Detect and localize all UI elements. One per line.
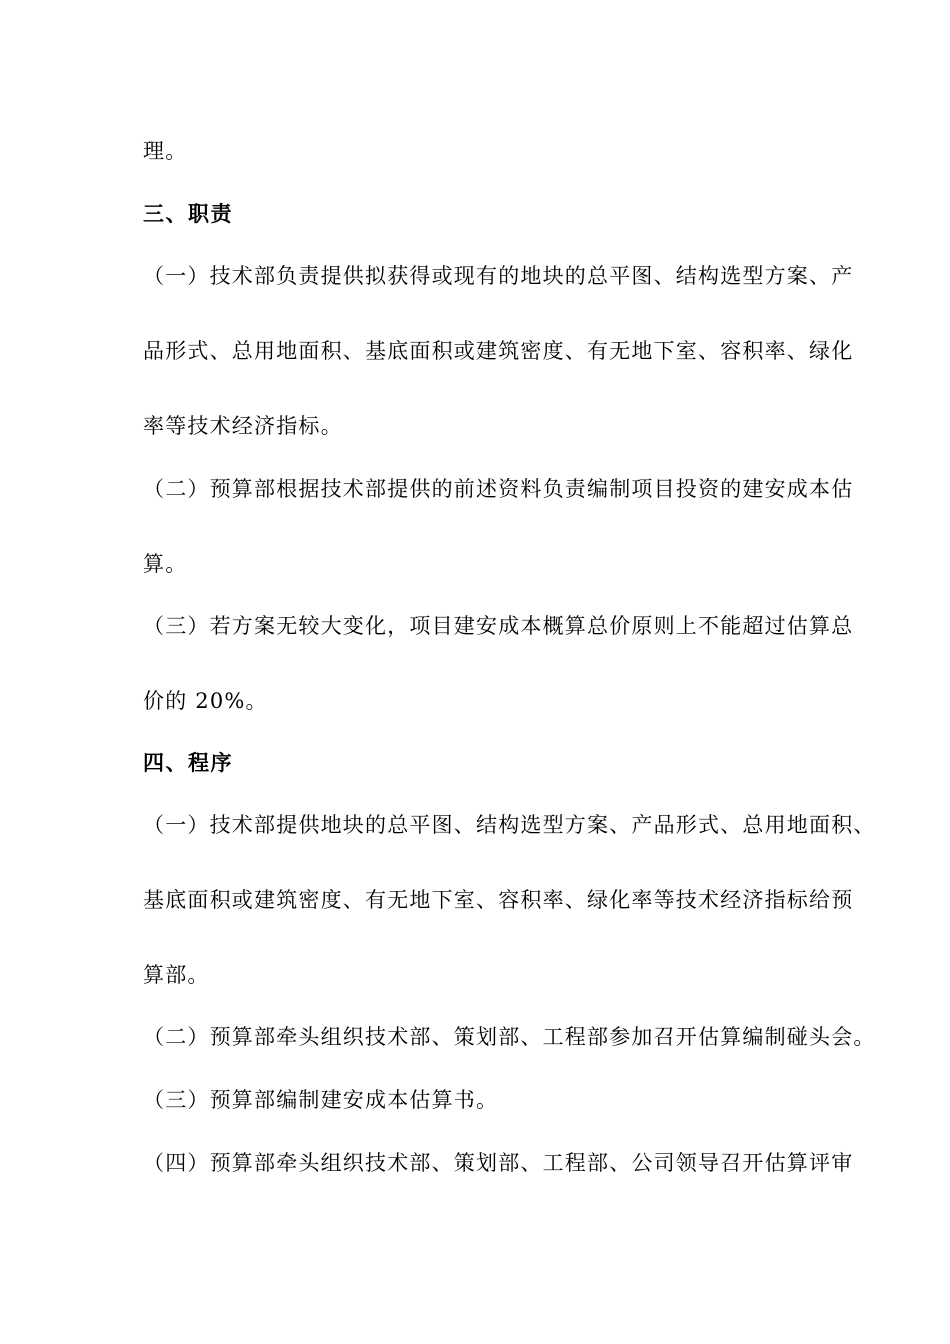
responsibility-2-line-1: （二）预算部根据技术部提供的前述资料负责编制项目投资的建安成本估 — [143, 477, 854, 501]
procedure-1-line-3: 算部。 — [143, 963, 210, 987]
procedure-1-line-2: 基底面积或建筑密度、有无地下室、容积率、绿化率等技术经济指标给预 — [143, 888, 854, 912]
responsibility-1-line-3: 率等技术经济指标。 — [143, 414, 343, 438]
procedure-1-line-1: （一）技术部提供地块的总平图、结构选型方案、产品形式、总用地面积、 — [143, 813, 876, 837]
paragraph-continuation-line: 理。 — [143, 139, 188, 163]
procedure-3-line: （三）预算部编制建安成本估算书。 — [143, 1088, 499, 1112]
responsibility-1-line-1: （一）技术部负责提供拟获得或现有的地块的总平图、结构选型方案、产 — [143, 264, 854, 288]
section-heading-procedure: 四、程序 — [143, 750, 233, 775]
responsibility-2-line-2: 算。 — [143, 552, 188, 576]
procedure-4-line-1: （四）预算部牵头组织技术部、策划部、工程部、公司领导召开估算评审 — [143, 1151, 854, 1175]
responsibility-3-line-2: 价的 20%。 — [143, 689, 268, 713]
section-heading-responsibilities: 三、职责 — [143, 201, 233, 226]
procedure-2-line: （二）预算部牵头组织技术部、策划部、工程部参加召开估算编制碰头会。 — [143, 1025, 876, 1049]
responsibility-1-line-2: 品形式、总用地面积、基底面积或建筑密度、有无地下室、容积率、绿化 — [143, 339, 854, 363]
responsibility-3-line-1: （三）若方案无较大变化，项目建安成本概算总价原则上不能超过估算总 — [143, 614, 854, 638]
